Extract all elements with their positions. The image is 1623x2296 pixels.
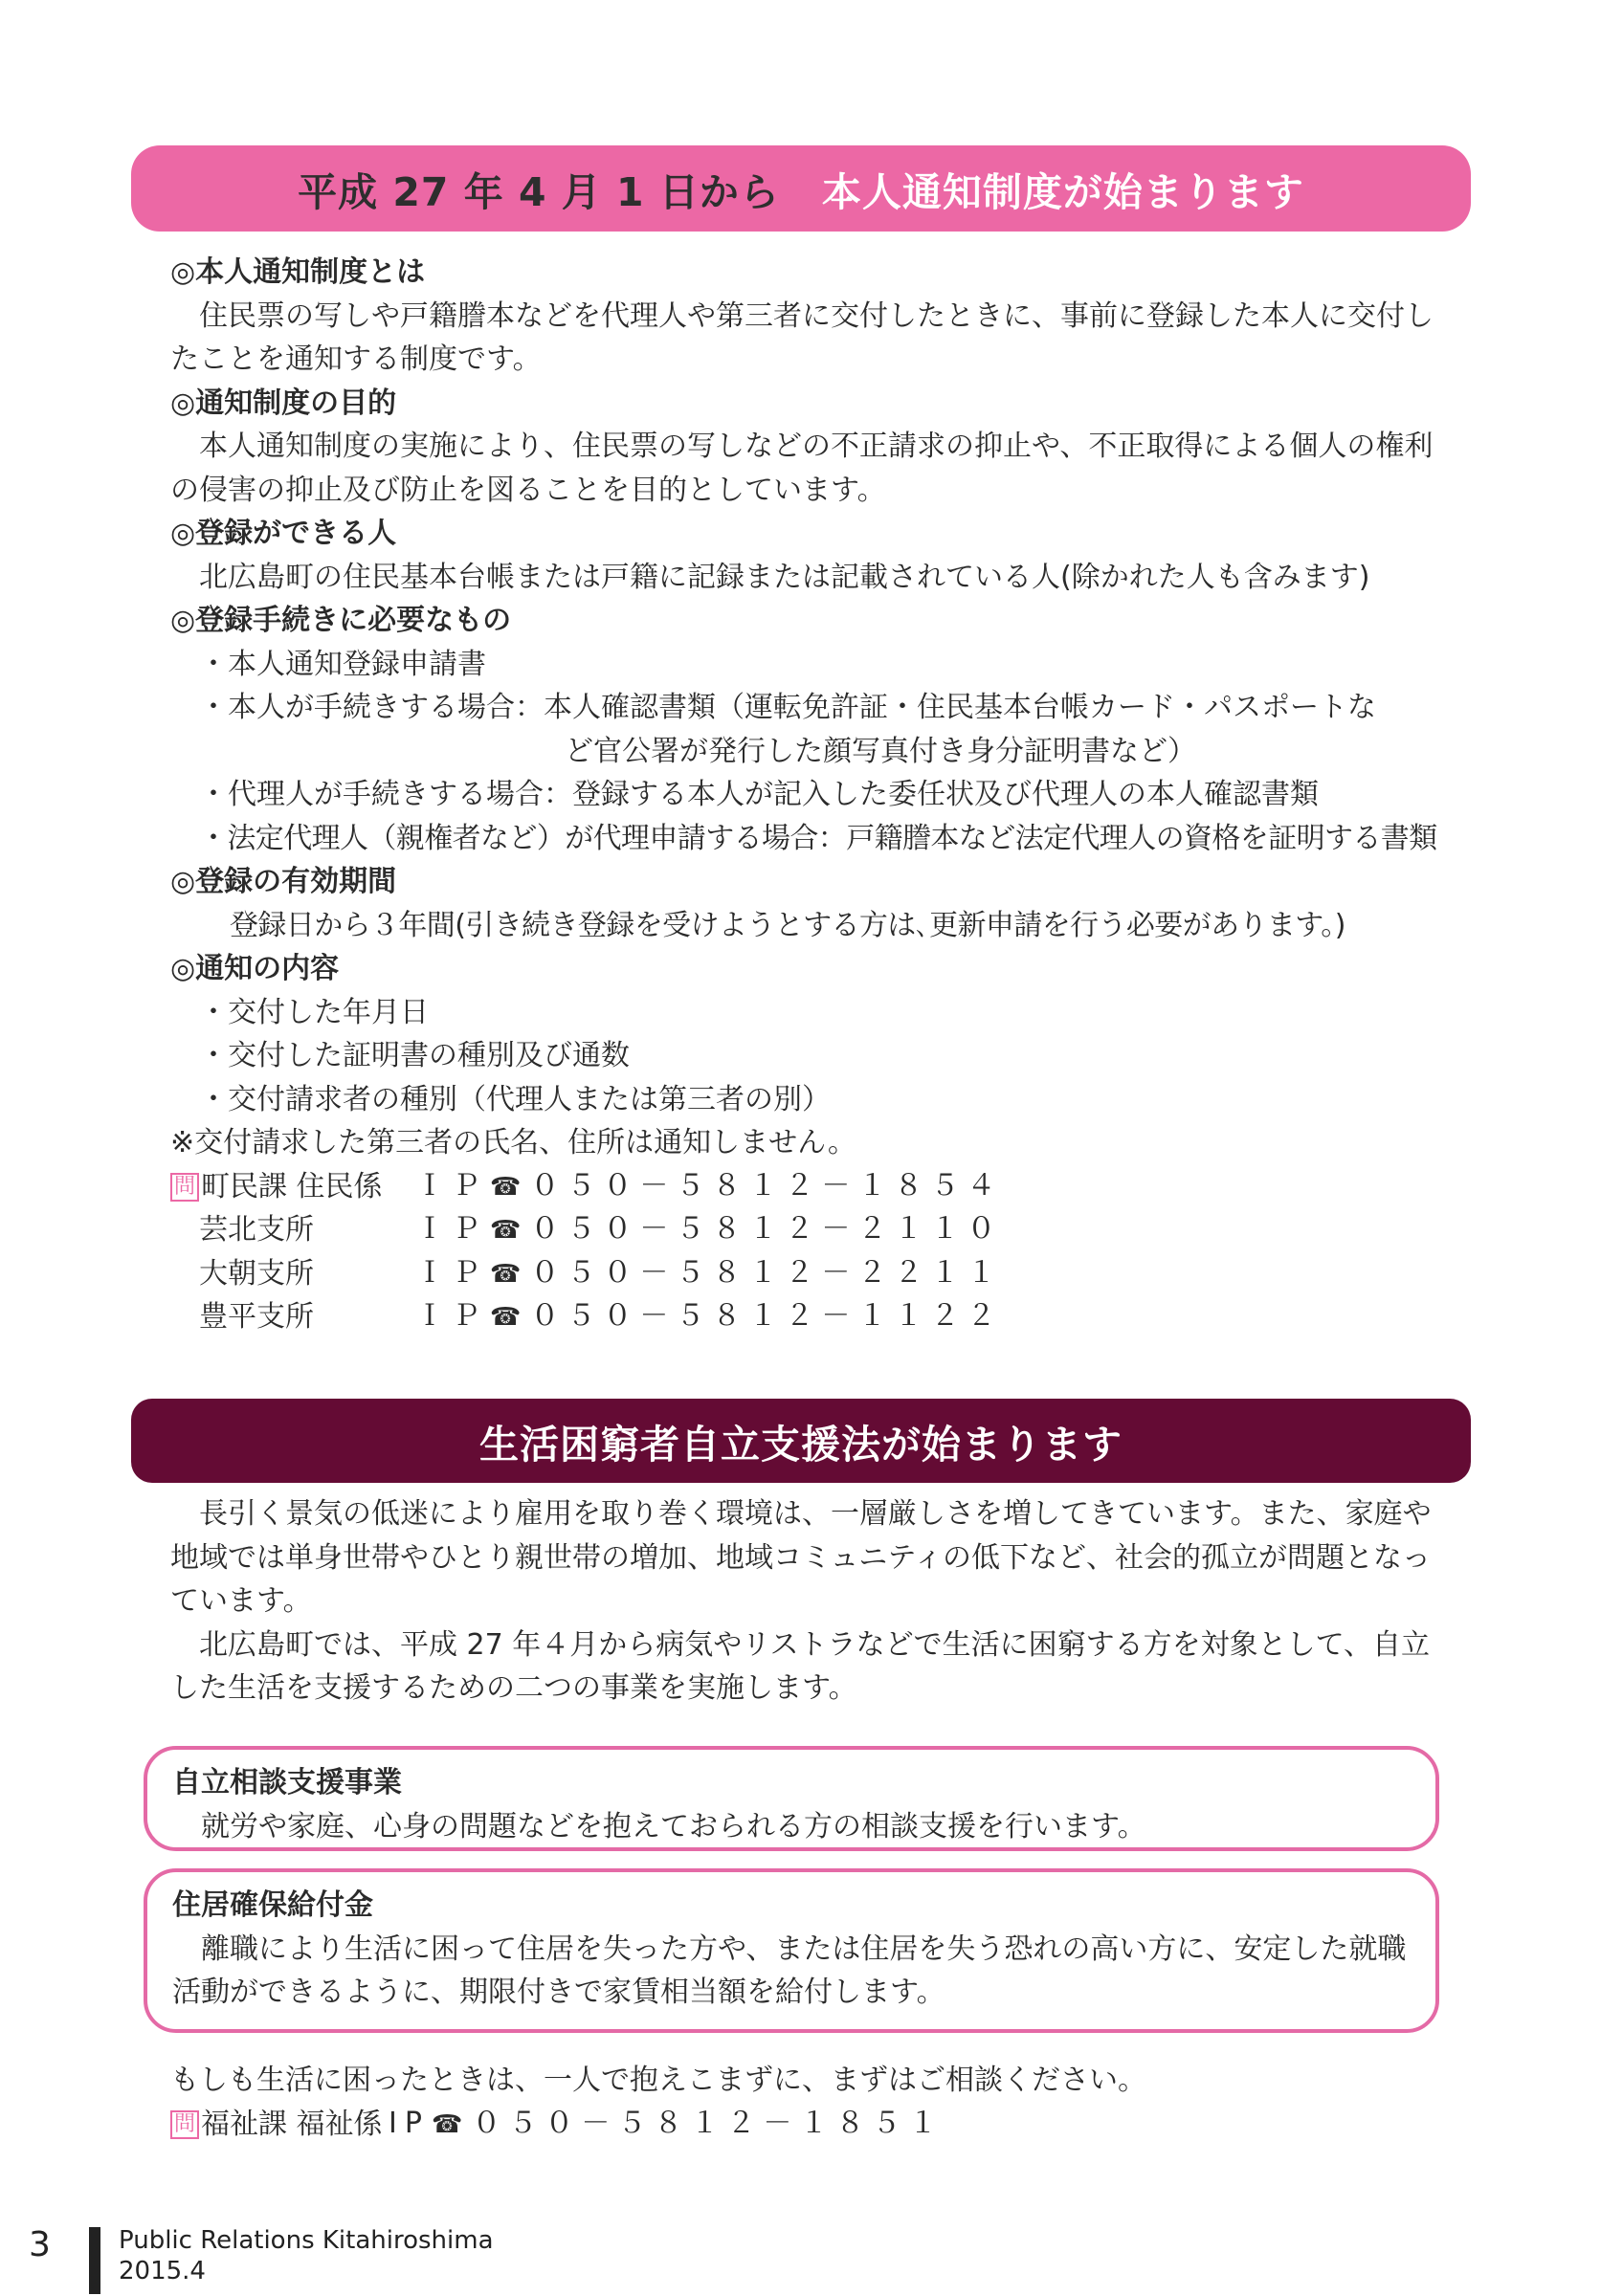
page-number: 3 <box>29 2225 51 2264</box>
contact-row <box>170 1252 1443 1296</box>
page-footer <box>29 2218 603 2294</box>
purpose-text: 本人通知制度の実施により、住民票の写しなどの不正請求の抑止や、不正取得による個人の権利の侵害の抑止及び防止を図ることを目的としています。 <box>170 430 1434 507</box>
contact-name: 町民課 住民係 <box>201 1169 383 1203</box>
box-title: 住居確保給付金 <box>172 1888 373 1922</box>
period-text: 登録日から３年間(引き続き登録を受けようとする方は､更新申請を行う必要があります。) <box>230 908 1345 942</box>
notice-note: ※交付請求した第三者の氏名、住所は通知しません。 <box>170 1126 856 1159</box>
closing-text: もしも生活に困ったときは、一人で抱えこまずに、まずはご相談ください。 <box>170 2064 1146 2097</box>
box-text: 就労や家庭、心身の問題などを抱えておられる方の相談支援を行います。 <box>201 1809 1146 1843</box>
ip-prefix: ＩＰ <box>415 1212 488 1246</box>
needs-item-continued: ど官公署が発行した顔写真付き身分証明書など） <box>565 734 1196 768</box>
banner-date-text: 平成 27 年 4 月 1 日から <box>298 168 780 215</box>
intro-paragraph: 長引く景気の低迷により雇用を取り巻く環境は、一層厳しさを増してきています。また、家庭や地域では単身世帯やひとり親世帯の増加、地域コミュニティの低下など、社会的孤立が問題となっています。 <box>170 1497 1432 1618</box>
notification-system-section <box>170 251 1443 1339</box>
telephone-icon: ☎ <box>431 2109 471 2139</box>
ip-prefix: ＩＰ <box>415 1299 488 1333</box>
phone-number[interactable]: ０５０－５８１２－２２１１ <box>530 1255 1004 1290</box>
contact-name: 芸北支所 <box>199 1213 314 1247</box>
content-item: ・交付請求者の種別（代理人または第三者の別） <box>199 1082 831 1116</box>
contact-name: 豊平支所 <box>199 1300 314 1334</box>
phone-number[interactable]: ０５０－５８１２－１１２２ <box>530 1299 1004 1333</box>
box-text: 離職により生活に困って住居を失った方や、または住居を失う恐れの高い方に、安定した就職活動ができるように、期限付きで家賃相当額を給付します。 <box>172 1932 1407 2009</box>
footer-divider <box>89 2227 100 2294</box>
telephone-icon: ☎ <box>490 1259 529 1289</box>
phone-number[interactable]: ０５０－５８１２－１８５４ <box>530 1168 1004 1203</box>
needs-item: ・代理人が手続きする場合：登録する本人が記入した委任状及び代理人の本人確認書類 <box>199 778 1319 811</box>
banner-title-text: 本人通知制度が始まります <box>821 168 1304 215</box>
contact-row <box>170 2103 1443 2147</box>
content-heading: ◎通知の内容 <box>170 952 340 985</box>
who-text: 北広島町の住民基本台帳または戸籍に記録または記載されている人(除かれた人も含みます) <box>199 560 1370 594</box>
inquiry-icon: 問 <box>170 1173 199 1202</box>
contact-row <box>170 1295 1443 1339</box>
telephone-icon: ☎ <box>490 1172 529 1202</box>
self-reliance-support-banner: 生活困窮者自立支援法が始まります <box>131 1399 1471 1483</box>
telephone-icon: ☎ <box>490 1303 529 1332</box>
needs-item: ・本人通知登録申請書 <box>199 647 486 681</box>
ip-prefix: ＩＰ <box>415 1168 488 1203</box>
publication-name: Public Relations Kitahiroshima <box>119 2226 494 2255</box>
period-heading: ◎登録の有効期間 <box>170 865 397 898</box>
telephone-icon: ☎ <box>490 1216 529 1245</box>
purpose-heading: ◎通知制度の目的 <box>170 386 397 420</box>
ip-prefix: ＩＰ <box>415 1255 488 1290</box>
ip-prefix: IP <box>389 2106 430 2140</box>
content-item: ・交付した年月日 <box>199 995 429 1029</box>
notification-system-banner <box>131 145 1471 232</box>
contact-list <box>170 1165 1443 1339</box>
contact-row <box>170 1165 1443 1209</box>
about-heading: ◎本人通知制度とは <box>170 255 426 289</box>
needs-item: ・本人が手続きする場合：本人確認書類（運転免許証・住民基本台帳カード・パスポートな <box>199 691 1376 724</box>
contact-name: 福祉課 福祉係 <box>201 2107 383 2141</box>
self-reliance-intro <box>170 1492 1443 1711</box>
contact-name: 大朝支所 <box>199 1256 314 1291</box>
phone-number[interactable]: ０５０－５８１２－１８５１ <box>472 2106 945 2140</box>
contact-row <box>170 1208 1443 1252</box>
inquiry-icon: 問 <box>170 2110 199 2139</box>
about-text: 住民票の写しや戸籍謄本などを代理人や第三者に交付したときに、事前に登録した本人に交付したことを通知する制度です。 <box>170 298 1434 376</box>
consultation-support-box <box>144 1746 1439 1851</box>
intro-paragraph: 北広島町では、平成 27 年４月から病気やリストラなどで生活に困窮する方を対象として、自立した生活を支援するための二つの事業を実施します。 <box>170 1627 1431 1705</box>
who-heading: ◎登録ができる人 <box>170 517 397 550</box>
closing-section <box>170 2059 1443 2146</box>
needs-heading: ◎登録手続きに必要なもの <box>170 604 512 637</box>
box-title: 自立相談支援事業 <box>172 1766 402 1799</box>
content-item: ・交付した証明書の種別及び通数 <box>199 1039 630 1072</box>
needs-item: ・法定代理人（親権者など）が代理申請する場合：戸籍謄本など法定代理人の資格を証明する書類 <box>199 821 1437 855</box>
issue-date: 2015.4 <box>119 2257 206 2285</box>
phone-number[interactable]: ０５０－５８１２－２１１０ <box>530 1212 1004 1246</box>
housing-benefit-box <box>144 1868 1439 2033</box>
